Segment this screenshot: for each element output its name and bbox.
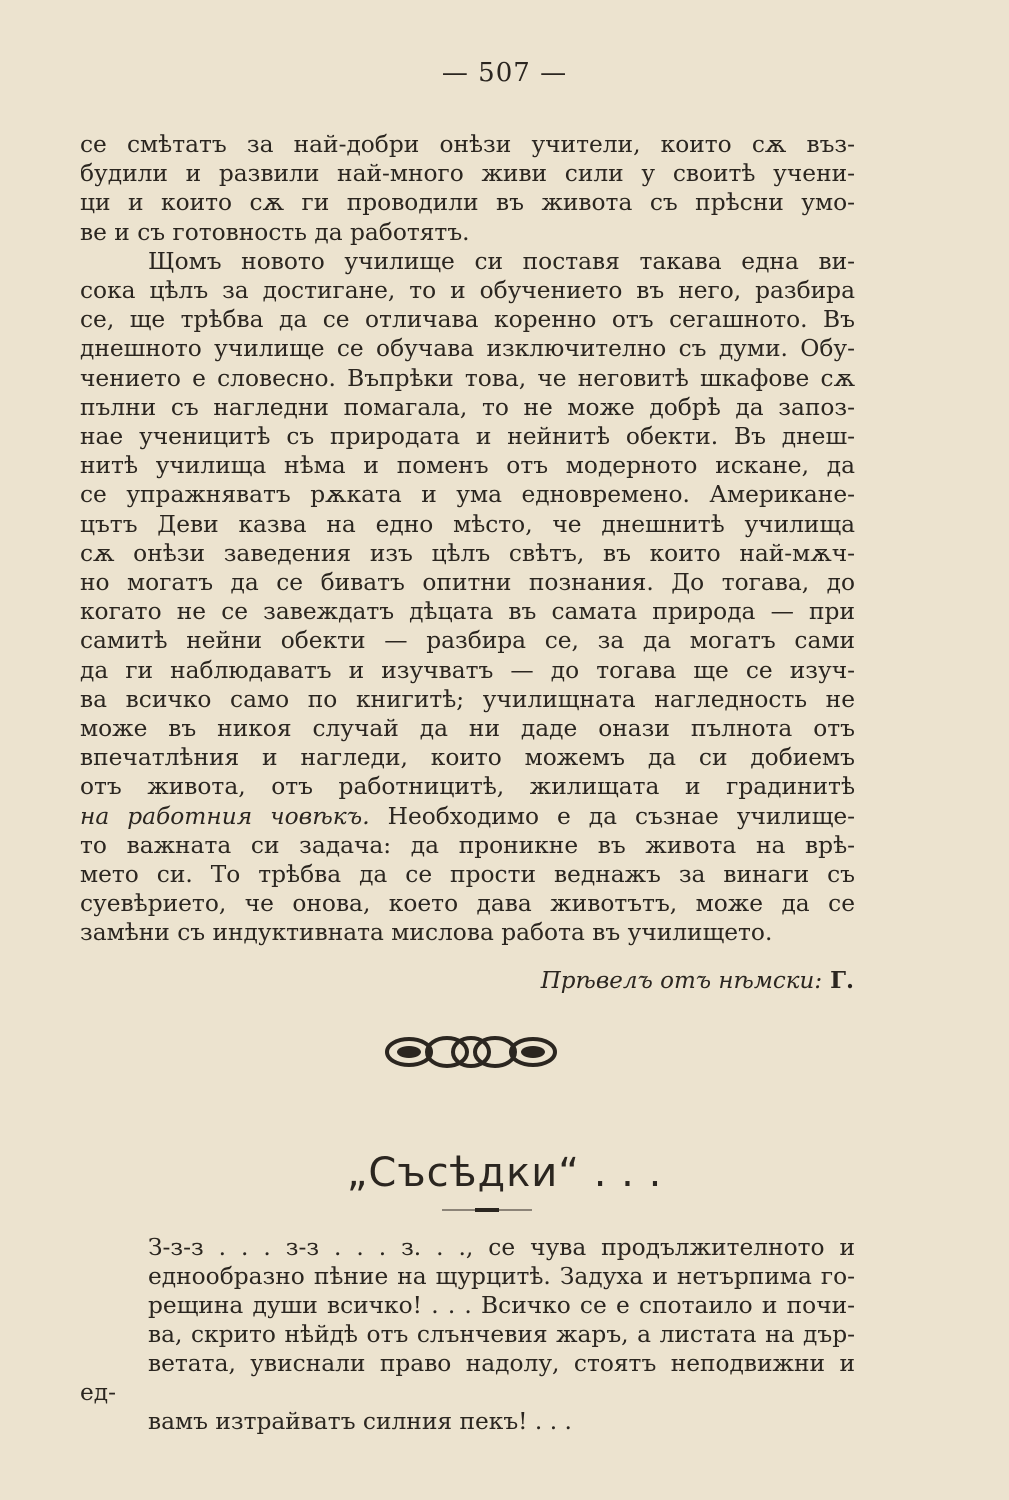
signature-text: Прѣвелъ отъ нѣмски: <box>540 968 823 994</box>
text-line: сѫ онѣзи заведения изъ цѣлъ свѣтъ, въ които най-мѫч- <box>80 539 855 567</box>
text-line: ва всичко само по книгитѣ; училищната нагледность не <box>80 685 855 713</box>
text-line: замѣни съ индуктивната мислова работа въ училището. <box>80 919 773 947</box>
text-line: може въ никоя случай да ни даде онази пълнота отъ <box>80 715 855 743</box>
text-line: да ги наблюдаватъ и изучватъ — до тогава ще се изуч- <box>80 656 855 684</box>
text-line: нае ученицитѣ съ природата и нейнитѣ обекти. Въ днеш- <box>80 423 855 451</box>
paragraph-1 <box>80 130 855 247</box>
italic-phrase: на работния човѣкъ. <box>80 802 370 830</box>
text-line: суевѣрието, че онова, което дава животътъ, може да се <box>80 890 855 918</box>
decorative-ornament-icon <box>383 1034 558 1070</box>
text-line: нитѣ училища нѣма и поменъ отъ модерното искане, да <box>80 452 855 480</box>
story-title: „Съсѣдки“ . . . <box>346 1150 663 1196</box>
text-line: се, ще трѣбва да се отличава коренно отъ сегашното. Въ <box>80 306 855 334</box>
title-divider <box>442 1207 532 1213</box>
text-line: самитѣ нейни обекти — разбира се, за да могатъ сами <box>80 627 855 655</box>
article-body <box>80 130 855 948</box>
story-paragraph <box>80 1233 855 1436</box>
text-line: цътъ Деви казва на едно мѣсто, че днешнитѣ училища <box>80 510 855 538</box>
text-line: днешното училище се обучава изключително съ думи. Обу- <box>80 335 855 363</box>
text-line: мето си. То трѣбва да се прости веднажъ за винаги съ <box>80 861 855 889</box>
signature-initial: Г. <box>830 967 854 994</box>
page-number: — 507 — <box>441 58 568 88</box>
text-line-mixed <box>80 802 855 831</box>
text-line: ветата, увиснали право надолу, стоятъ неподвижни и ед- <box>80 1350 855 1406</box>
text-line: З-з-з . . . з-з . . . з. . ., се чува продължителното и <box>148 1234 855 1261</box>
text-line: будили и развили най-много живи сили у своитѣ учени- <box>80 160 855 188</box>
text-fragment: Необходимо е да съзнае училище- <box>387 802 856 830</box>
text-line: ва, скрито нѣйдѣ отъ слънчевия жаръ, а листата на дър- <box>148 1321 855 1348</box>
text-line: но могатъ да се биватъ опитни познания. До тогава, до <box>80 569 855 597</box>
text-line: Щомъ новото училище си поставя такава една ви- <box>148 247 855 275</box>
text-line: рещина души всичко! . . . Всичко се е спотаило и почи- <box>148 1292 855 1319</box>
text-line: ве и съ готовность да работятъ. <box>80 218 470 246</box>
translator-signature <box>541 967 854 994</box>
text-line: отъ живота, отъ работницитѣ, жилищата и градинитѣ <box>80 773 855 801</box>
paragraph-2 <box>80 247 855 948</box>
story-body <box>80 1233 855 1436</box>
text-line: впечатлѣния и нагледи, които можемъ да си добиемъ <box>80 744 855 772</box>
text-line: когато не се завеждатъ дѣцата въ самата природа — при <box>80 598 855 626</box>
text-line: еднообразно пѣние на щурцитѣ. Задуха и нетърпима го- <box>148 1263 855 1290</box>
text-line: се смѣтатъ за най-добри онѣзи учители, които сѫ въз- <box>80 131 855 158</box>
text-line: ци и които сѫ ги проводили въ живота съ прѣсни умо- <box>80 189 855 217</box>
text-line: чението е словесно. Въпрѣки това, че неговитѣ шкафове сѫ <box>80 364 855 392</box>
text-line: се упражняватъ рѫката и ума едновремено. Американе- <box>80 481 855 509</box>
text-line: вамъ изтрайватъ силния пекъ! . . . <box>148 1408 572 1435</box>
text-line: сока цѣлъ за достигане, то и обучението въ него, разбира <box>80 277 855 305</box>
text-line: то важната си задача: да проникне въ живота на врѣ- <box>80 831 855 859</box>
text-line: пълни съ нагледни помагала, то не може добрѣ да запоз- <box>80 393 855 421</box>
